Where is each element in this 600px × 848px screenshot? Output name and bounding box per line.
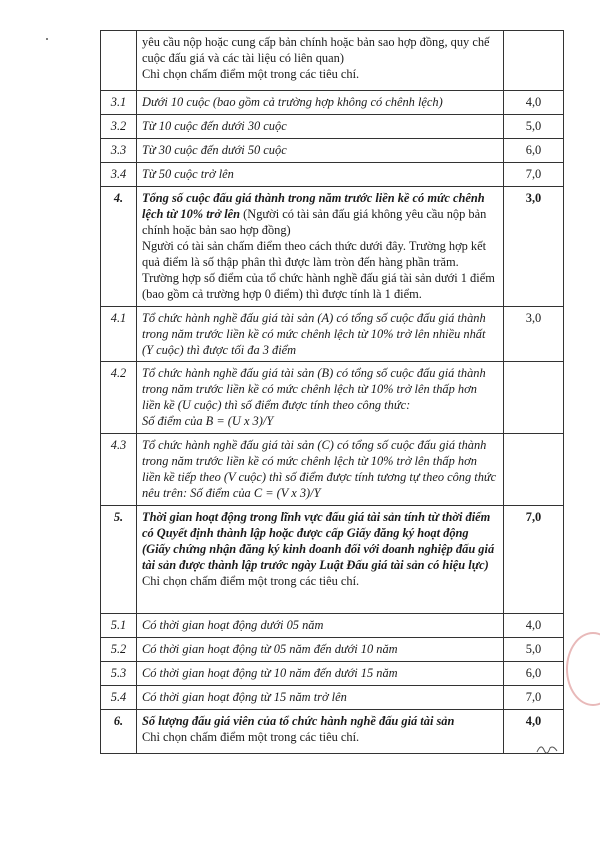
- row-number: 3.3: [101, 139, 137, 163]
- row-number: 3.4: [101, 163, 137, 187]
- row-text: Từ 10 cuộc đến dưới 30 cuộc: [137, 115, 504, 139]
- formula-line: Số điểm của B = (U x 3)/Y: [142, 414, 274, 428]
- scan-speck: [46, 38, 48, 40]
- row-text: Tổ chức hành nghề đấu giá tài sản (C) có tổng số cuộc đấu giá thành trong năm trước liền kề có mức chênh lệch từ 10% trở lên thấp hơn liền kề tiếp theo (V cuộc) thì số điểm được tính tương tự theo công thức nêu trên: Số điểm của C = (V x 3)/Y: [137, 434, 504, 506]
- row-number: 5.4: [101, 686, 137, 710]
- row-text: Dưới 10 cuộc (bao gồm cả trường hợp không có chênh lệch): [137, 91, 504, 115]
- row-number: [101, 31, 137, 91]
- row-score: [504, 31, 564, 91]
- initials-signature: [536, 742, 558, 758]
- row-number: 5.1: [101, 614, 137, 638]
- row-score: 7,0: [504, 506, 564, 614]
- row-number: 3.2: [101, 115, 137, 139]
- row-text: Có thời gian hoạt động dưới 05 năm: [137, 614, 504, 638]
- table-row: [101, 710, 564, 754]
- row-text: Tổ chức hành nghề đấu giá tài sản (A) có tổng số cuộc đấu giá thành trong năm trước liền kề có mức chênh lệch từ 10% trở lên nhiều nhất (Y cuộc) thì được tối đa 3 điểm: [137, 307, 504, 362]
- criterion-heading: Số lượng đấu giá viên của tổ chức hành nghề đấu giá tài sản: [142, 714, 455, 728]
- row-number: 3.1: [101, 91, 137, 115]
- row-score: 3,0: [504, 307, 564, 362]
- table-row: [101, 163, 564, 187]
- criterion-detail: Chỉ chọn chấm điểm một trong các tiêu chí.: [142, 730, 360, 744]
- row-score: 6,0: [504, 139, 564, 163]
- criterion-detail: Người có tài sản chấm điểm theo cách thức dưới đây. Trường hợp kết quả điểm là số thập phân thì được làm tròn đến hàng phần trăm. Trường hợp số điểm của tổ chức hành nghề đấu giá tài sản dưới 1 điểm (bao gồm cả trường hợp 0 điểm) thì được tính là 1 điểm.: [142, 239, 495, 301]
- row-text: [137, 506, 504, 614]
- row-number: 5.3: [101, 662, 137, 686]
- row-score: 3,0: [504, 187, 564, 307]
- row-score: 4,0: [504, 710, 564, 754]
- table-row: [101, 638, 564, 662]
- row-number: 4.2: [101, 362, 137, 434]
- row-number: 4.1: [101, 307, 137, 362]
- row-text-body: Tổ chức hành nghề đấu giá tài sản (B) có tổng số cuộc đấu giá thành trong năm trước liền kề có mức chênh lệch từ 10% trở lên thấp hơn liền kề (U cuộc) thì số điểm được tính theo công thức:: [142, 366, 486, 412]
- table-row: [101, 91, 564, 115]
- row-text: Từ 50 cuộc trở lên: [137, 163, 504, 187]
- table-row: [101, 614, 564, 638]
- criterion-heading: Tổng số cuộc đấu giá thành trong năm trước liền kề có mức chênh lệch từ 10% trở lên: [142, 191, 485, 221]
- table-row: [101, 31, 564, 91]
- row-text: Có thời gian hoạt động từ 05 năm đến dưới 10 năm: [137, 638, 504, 662]
- criterion-note: (Người có tài sản đấu giá không yêu cầu nộp bản chính hoặc bản sao hợp đồng): [142, 207, 487, 237]
- row-score: 7,0: [504, 163, 564, 187]
- row-score: 5,0: [504, 115, 564, 139]
- row-score: 4,0: [504, 91, 564, 115]
- criterion-detail: Chỉ chọn chấm điểm một trong các tiêu chí.: [142, 574, 360, 588]
- row-score: 4,0: [504, 614, 564, 638]
- row-text: [137, 710, 504, 754]
- red-seal-stamp: [566, 632, 600, 706]
- table-row: [101, 686, 564, 710]
- row-text: Từ 30 cuộc đến dưới 50 cuộc: [137, 139, 504, 163]
- table-row: [101, 115, 564, 139]
- row-text: Có thời gian hoạt động từ 15 năm trở lên: [137, 686, 504, 710]
- table-row: [101, 187, 564, 307]
- row-text: Có thời gian hoạt động từ 10 năm đến dưới 15 năm: [137, 662, 504, 686]
- row-number: 5.: [101, 506, 137, 614]
- criteria-table: [100, 30, 564, 754]
- row-text: [137, 187, 504, 307]
- criterion-heading: Thời gian hoạt động trong lĩnh vực đấu giá tài sản tính từ thời điểm có Quyết định thành lập hoặc được cấp Giấy đăng ký hoạt động (Giấy chứng nhận đăng ký kinh doanh đối với doanh nghiệp đấu giá tài sản được thành lập trước ngày Luật Đấu giá tài sản có hiệu lực): [142, 510, 495, 572]
- row-score: 5,0: [504, 638, 564, 662]
- row-score: 6,0: [504, 662, 564, 686]
- row-score: [504, 434, 564, 506]
- row-number: 5.2: [101, 638, 137, 662]
- row-score: 7,0: [504, 686, 564, 710]
- row-text-line: yêu cầu nộp hoặc cung cấp bản chính hoặc bản sao hợp đồng, quy chế cuộc đấu giá và các tài liệu có liên quan): [142, 35, 490, 65]
- table-row: [101, 362, 564, 434]
- table-row: [101, 506, 564, 614]
- row-number: 4.3: [101, 434, 137, 506]
- row-text-line: Chỉ chọn chấm điểm một trong các tiêu chí.: [142, 67, 360, 81]
- row-score: [504, 362, 564, 434]
- table-row: [101, 434, 564, 506]
- table-row: [101, 139, 564, 163]
- row-number: 6.: [101, 710, 137, 754]
- row-text: [137, 31, 504, 91]
- table-row: [101, 307, 564, 362]
- row-text: [137, 362, 504, 434]
- table-row: [101, 662, 564, 686]
- row-number: 4.: [101, 187, 137, 307]
